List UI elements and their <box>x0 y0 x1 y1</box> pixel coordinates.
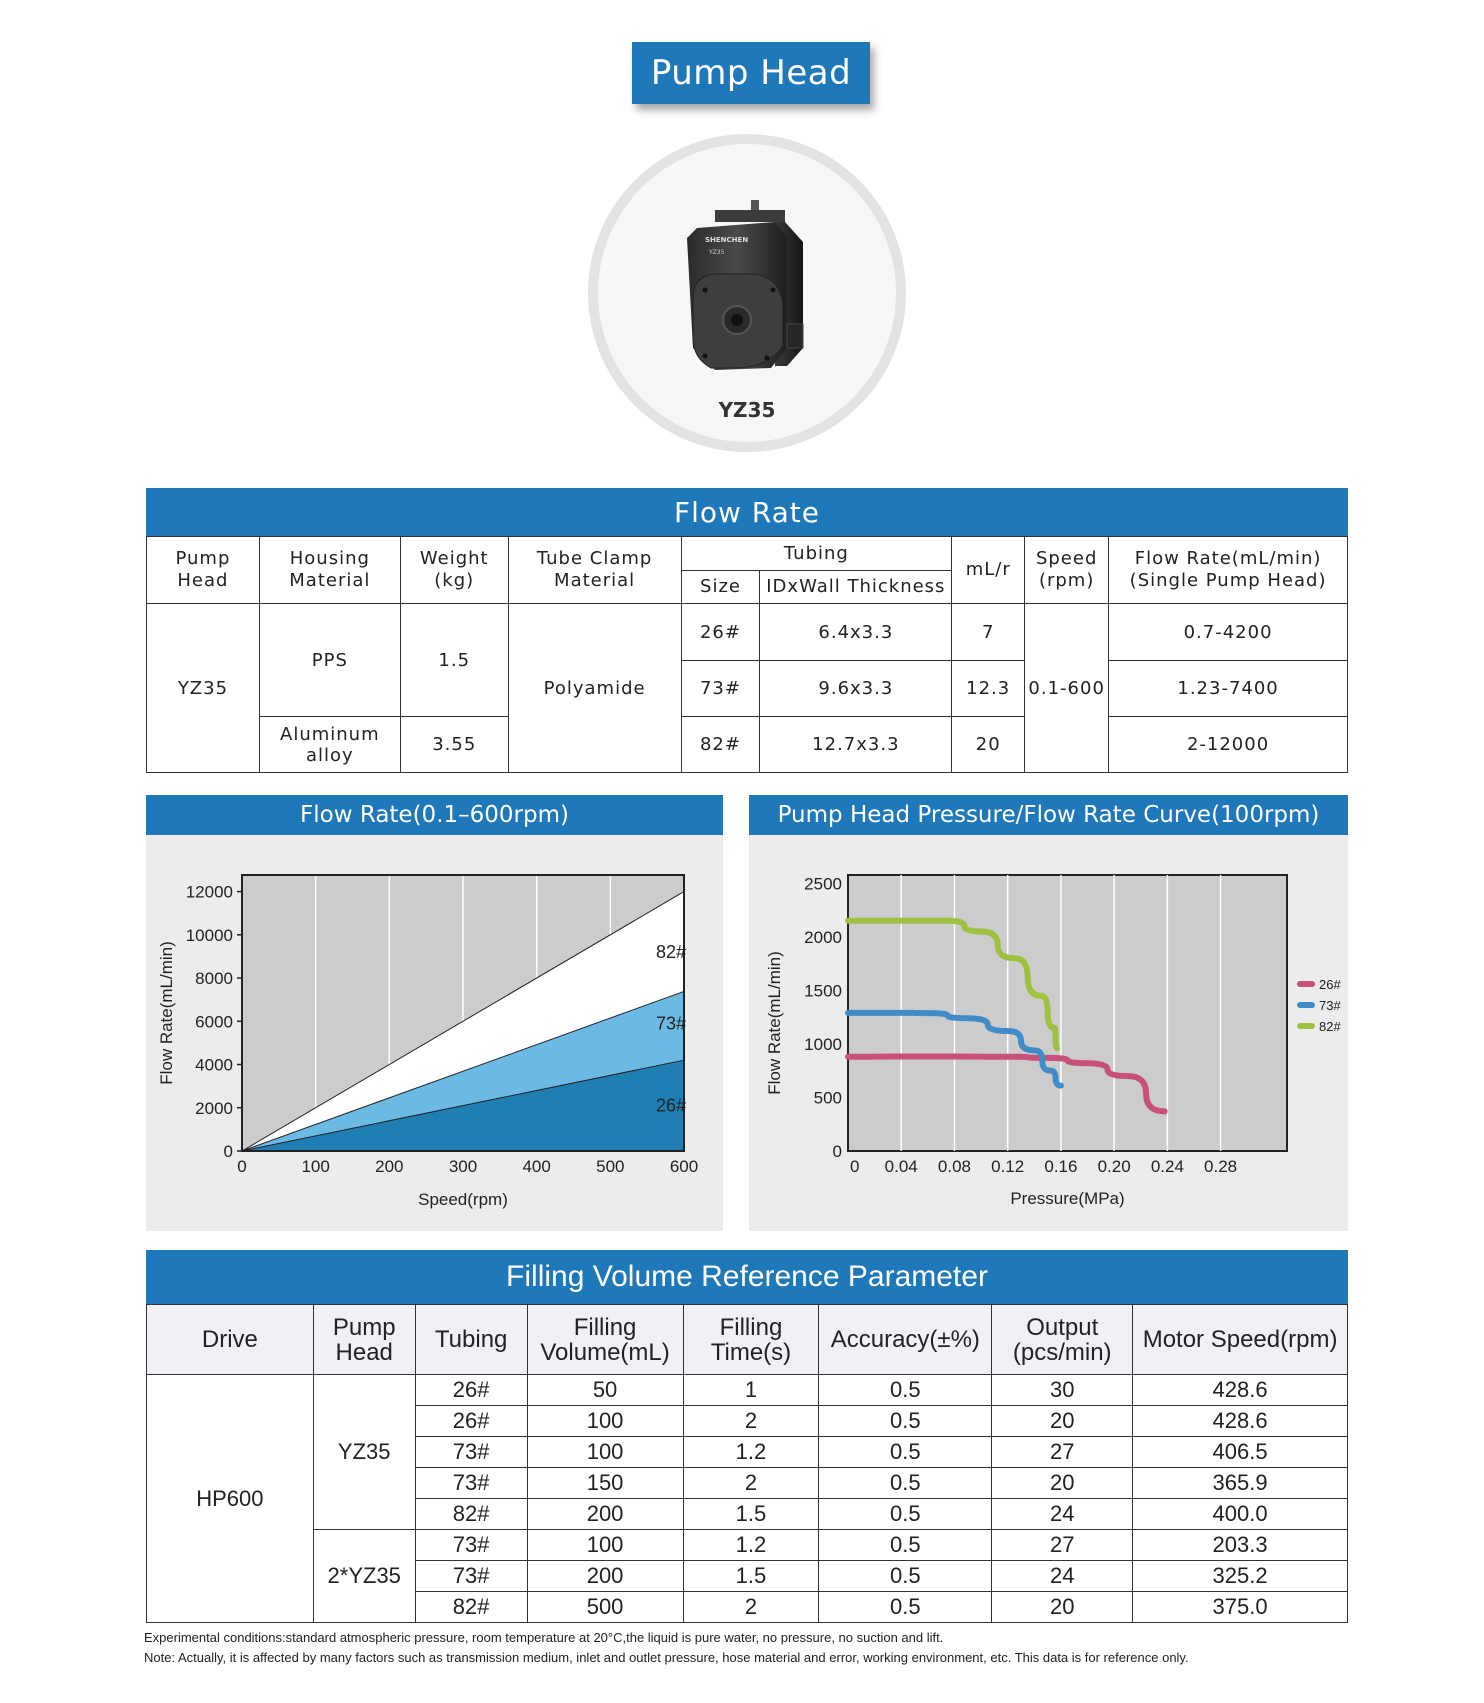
x-tick-label: 0.20 <box>1097 1157 1131 1176</box>
cell-output: 20 <box>992 1406 1133 1437</box>
cell-tubing: 82# <box>415 1499 527 1530</box>
header-tubing: Tubing <box>681 537 952 571</box>
flow-rate-title: Flow Rate <box>146 488 1348 536</box>
cell-mlr: 7 <box>952 604 1025 661</box>
y-tick-label: 0 <box>832 1142 842 1161</box>
y-tick-label: 2000 <box>195 1098 233 1118</box>
y-tick-label: 0 <box>223 1142 233 1161</box>
x-tick-label: 0.16 <box>1044 1157 1078 1176</box>
footnote-note: Note: Actually, it is affected by many factors such as transmission medium, inlet and outlet pressure, hose material and error, working environment, etc. This data is for reference only. <box>144 1650 1189 1665</box>
x-tick-label: 500 <box>596 1157 625 1176</box>
y-axis-label: Flow Rate(mL/min) <box>765 951 784 1095</box>
x-tick-label: 600 <box>669 1157 699 1176</box>
cell-drive: HP600 <box>147 1375 314 1623</box>
table-row <box>147 1375 1348 1406</box>
cell-motor: 428.6 <box>1133 1375 1348 1406</box>
footnote-conditions: Experimental conditions:standard atmospheric pressure, room temperature at 20°C,the liquid is pure water, no pressure, no suction and lift. <box>144 1630 944 1645</box>
cell-motor: 406.5 <box>1133 1437 1348 1468</box>
y-axis-label: Flow Rate(mL/min) <box>157 941 176 1085</box>
cell-volume: 100 <box>527 1437 683 1468</box>
cell-flow: 0.7-4200 <box>1109 604 1348 661</box>
cell-housing-aluminum: Aluminum alloy <box>259 717 400 773</box>
brand-text: SHENCHEN <box>705 236 749 244</box>
header-drive: Drive <box>147 1305 314 1375</box>
cell-accuracy: 0.5 <box>819 1561 992 1592</box>
x-tick-label: 0.08 <box>937 1157 972 1176</box>
cell-volume: 100 <box>527 1406 683 1437</box>
legend-label-26: 26# <box>1319 977 1341 992</box>
header-weight: Weight (kg) <box>400 537 508 604</box>
cell-volume: 200 <box>527 1561 683 1592</box>
cell-time: 2 <box>683 1406 819 1437</box>
header-tube-clamp: Tube Clamp Material <box>508 537 681 604</box>
cell-idxwall: 12.7x3.3 <box>760 717 952 773</box>
y-tick-label: 4000 <box>195 1055 233 1075</box>
cell-accuracy: 0.5 <box>819 1530 992 1561</box>
cell-tubing: 73# <box>415 1530 527 1561</box>
header-flow-rate: Flow Rate(mL/min) (Single Pump Head) <box>1109 537 1348 604</box>
cell-output: 20 <box>992 1592 1133 1623</box>
cell-tubing: 73# <box>415 1468 527 1499</box>
cell-volume: 50 <box>527 1375 683 1406</box>
cell-idxwall: 9.6x3.3 <box>760 661 952 717</box>
cell-accuracy: 0.5 <box>819 1499 992 1530</box>
header-pump-head: Pump Head <box>313 1305 415 1375</box>
y-tick-label: 1000 <box>804 1034 842 1054</box>
series-label-82: 82# <box>656 942 687 963</box>
y-tick-label: 12000 <box>185 882 233 902</box>
x-tick-label: 0.04 <box>884 1157 918 1176</box>
x-tick-label: 200 <box>375 1157 404 1176</box>
header-filling-time: Filling Time(s) <box>683 1305 819 1375</box>
y-tick-label: 2000 <box>804 927 842 947</box>
page-title: Pump Head <box>632 42 870 104</box>
cell-time: 2 <box>683 1592 819 1623</box>
cell-pump-head: YZ35 <box>147 604 260 773</box>
cell-tubing: 73# <box>415 1437 527 1468</box>
x-axis-label: Speed(rpm) <box>418 1190 508 1209</box>
model-text: YZ35 <box>709 249 725 256</box>
x-tick-label: 100 <box>301 1157 330 1176</box>
cell-output: 24 <box>992 1499 1133 1530</box>
cell-housing-pps: PPS <box>259 604 400 717</box>
cell-motor: 428.6 <box>1133 1406 1348 1437</box>
flow-rate-chart <box>146 835 723 1231</box>
x-tick-label: 0 <box>850 1157 860 1176</box>
header-output: Output (pcs/min) <box>992 1305 1133 1375</box>
cell-motor: 375.0 <box>1133 1592 1348 1623</box>
y-tick-label: 2500 <box>804 874 842 894</box>
header-speed: Speed (rpm) <box>1025 537 1109 604</box>
cell-time: 1 <box>683 1375 819 1406</box>
cell-volume: 100 <box>527 1530 683 1561</box>
cell-motor: 325.2 <box>1133 1561 1348 1592</box>
cell-time: 1.5 <box>683 1561 819 1592</box>
cell-motor: 365.9 <box>1133 1468 1348 1499</box>
flow-rate-table <box>146 536 1348 773</box>
cell-mlr: 12.3 <box>952 661 1025 717</box>
cell-tubing: 73# <box>415 1561 527 1592</box>
series-label-73: 73# <box>656 1013 687 1034</box>
x-tick-label: 0.24 <box>1150 1157 1184 1176</box>
cell-tubing: 26# <box>415 1406 527 1437</box>
pressure-chart <box>749 835 1348 1231</box>
cell-tubing: 26# <box>415 1375 527 1406</box>
cell-time: 1.2 <box>683 1437 819 1468</box>
y-tick-label: 6000 <box>195 1012 233 1032</box>
legend-label-73: 73# <box>1319 998 1341 1013</box>
flow-rate-chart-title: Flow Rate(0.1–600rpm) <box>146 795 723 835</box>
pressure-chart-panel <box>749 795 1348 1231</box>
cell-output: 27 <box>992 1530 1133 1561</box>
cell-volume: 200 <box>527 1499 683 1530</box>
header-size: Size <box>681 571 760 604</box>
cell-tube-clamp: Polyamide <box>508 604 681 773</box>
flow-rate-chart-panel <box>146 795 723 1231</box>
header-pump-head: Pump Head <box>147 537 260 604</box>
cell-size: 26# <box>681 604 760 661</box>
header-mlr: mL/r <box>952 537 1025 604</box>
header-motor-speed: Motor Speed(rpm) <box>1133 1305 1348 1375</box>
filling-volume-table <box>146 1304 1348 1623</box>
product-image <box>588 134 906 452</box>
cell-output: 24 <box>992 1561 1133 1592</box>
cell-motor: 400.0 <box>1133 1499 1348 1530</box>
cell-head-2yz35: 2*YZ35 <box>313 1530 415 1623</box>
x-tick-label: 0 <box>237 1157 247 1176</box>
x-tick-label: 400 <box>522 1157 551 1176</box>
cell-motor: 203.3 <box>1133 1530 1348 1561</box>
filling-volume-title: Filling Volume Reference Parameter <box>146 1250 1348 1304</box>
cell-accuracy: 0.5 <box>819 1406 992 1437</box>
y-tick-label: 10000 <box>185 925 233 945</box>
cell-head-yz35: YZ35 <box>313 1375 415 1530</box>
cell-mlr: 20 <box>952 717 1025 773</box>
x-tick-label: 0.28 <box>1204 1157 1238 1176</box>
table-row <box>147 1530 1348 1561</box>
cell-time: 1.5 <box>683 1499 819 1530</box>
cell-idxwall: 6.4x3.3 <box>760 604 952 661</box>
series-label-26: 26# <box>656 1095 687 1116</box>
pump-head-illustration <box>675 198 825 388</box>
header-tubing: Tubing <box>415 1305 527 1375</box>
cell-accuracy: 0.5 <box>819 1468 992 1499</box>
cell-accuracy: 0.5 <box>819 1375 992 1406</box>
header-accuracy: Accuracy(±%) <box>819 1305 992 1375</box>
cell-volume: 150 <box>527 1468 683 1499</box>
cell-weight-pps: 1.5 <box>400 604 508 717</box>
cell-output: 20 <box>992 1468 1133 1499</box>
cell-flow: 2-12000 <box>1109 717 1348 773</box>
y-tick-label: 1500 <box>804 981 842 1001</box>
x-tick-label: 300 <box>448 1157 478 1176</box>
cell-accuracy: 0.5 <box>819 1437 992 1468</box>
cell-output: 27 <box>992 1437 1133 1468</box>
product-label: YZ35 <box>718 398 776 422</box>
cell-time: 2 <box>683 1468 819 1499</box>
x-tick-label: 0.12 <box>991 1157 1025 1176</box>
cell-output: 30 <box>992 1375 1133 1406</box>
cell-size: 82# <box>681 717 760 773</box>
legend-label-82: 82# <box>1319 1019 1341 1034</box>
y-tick-label: 8000 <box>195 969 233 989</box>
pressure-chart-title: Pump Head Pressure/Flow Rate Curve(100rpm) <box>749 795 1348 835</box>
x-axis-label: Pressure(MPa) <box>1010 1189 1125 1208</box>
cell-weight-aluminum: 3.55 <box>400 717 508 773</box>
cell-volume: 500 <box>527 1592 683 1623</box>
header-housing: Housing Material <box>259 537 400 604</box>
cell-time: 1.2 <box>683 1530 819 1561</box>
cell-size: 73# <box>681 661 760 717</box>
header-idxwall: IDxWall Thickness <box>760 571 952 604</box>
cell-flow: 1.23-7400 <box>1109 661 1348 717</box>
y-tick-label: 500 <box>813 1088 842 1108</box>
cell-accuracy: 0.5 <box>819 1592 992 1623</box>
header-filling-volume: Filling Volume(mL) <box>527 1305 683 1375</box>
cell-speed: 0.1-600 <box>1025 604 1109 773</box>
cell-tubing: 82# <box>415 1592 527 1623</box>
